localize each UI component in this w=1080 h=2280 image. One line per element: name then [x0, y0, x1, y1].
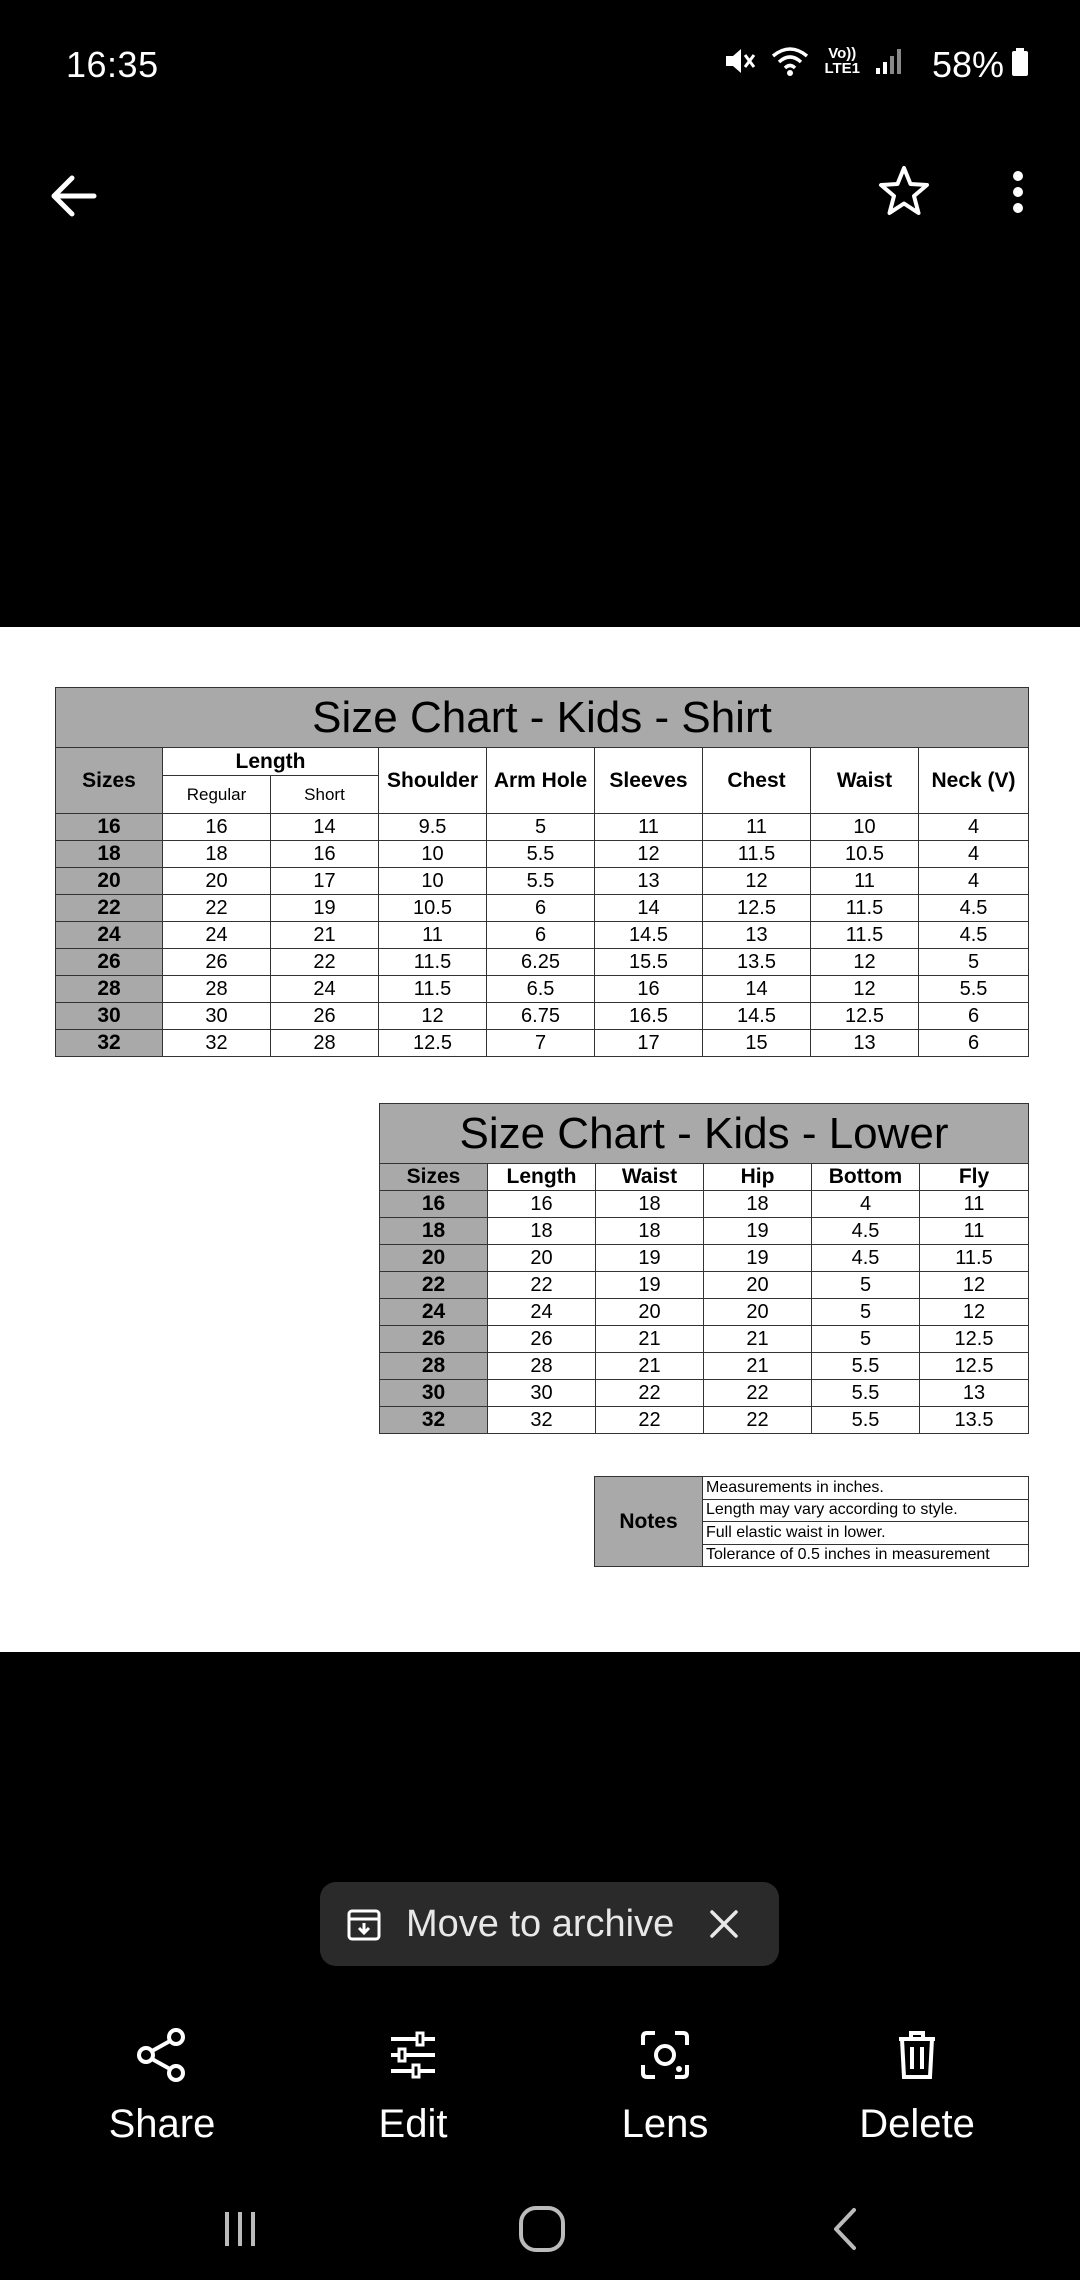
shirt-value-cell: 15.5 — [595, 949, 703, 976]
shirt-value-cell: 11.5 — [379, 949, 487, 976]
shirt-table-row — [56, 868, 1029, 895]
lower-value-cell: 13.5 — [920, 1407, 1029, 1434]
lower-value-cell: 20 — [704, 1272, 812, 1299]
lower-value-cell: 21 — [596, 1326, 704, 1353]
shirt-table-row — [56, 922, 1029, 949]
shirt-value-cell: 18 — [163, 841, 271, 868]
edit-button[interactable] — [313, 2020, 513, 2147]
lower-value-cell: 11 — [920, 1218, 1029, 1245]
lower-size-table — [379, 1103, 1029, 1434]
shirt-value-cell: 13 — [811, 1030, 919, 1057]
lower-size-cell: 30 — [380, 1380, 488, 1407]
shirt-value-cell: 12 — [811, 976, 919, 1003]
lower-value-cell: 18 — [488, 1218, 596, 1245]
photo-viewer-image[interactable] — [0, 627, 1080, 1652]
lower-table-body — [380, 1191, 1029, 1434]
nav-back-button[interactable] — [806, 2194, 886, 2264]
lower-value-cell: 4.5 — [812, 1218, 920, 1245]
home-icon — [516, 2203, 568, 2255]
share-label: Share — [108, 2102, 216, 2146]
shirt-size-cell: 30 — [56, 1003, 163, 1030]
back-arrow-icon — [42, 164, 106, 228]
shirt-value-cell: 17 — [271, 868, 379, 895]
shirt-value-cell: 17 — [595, 1030, 703, 1057]
shirt-value-cell: 4 — [919, 814, 1029, 841]
lower-header-cell: Length — [488, 1164, 596, 1191]
lower-value-cell: 5.5 — [812, 1380, 920, 1407]
shirt-header-chest: Chest — [703, 748, 811, 814]
shirt-value-cell: 10 — [379, 841, 487, 868]
shirt-size-cell: 28 — [56, 976, 163, 1003]
shirt-header-sizes: Sizes — [56, 748, 163, 814]
status-bar — [0, 0, 1080, 130]
lower-value-cell: 26 — [488, 1326, 596, 1353]
lower-value-cell: 5 — [812, 1326, 920, 1353]
signal-icon — [874, 46, 904, 76]
shirt-value-cell: 11 — [703, 814, 811, 841]
shirt-value-cell: 6.25 — [487, 949, 595, 976]
lower-table-row — [380, 1326, 1029, 1353]
lower-value-cell: 19 — [596, 1245, 704, 1272]
back-button[interactable] — [42, 164, 106, 228]
shirt-table-row — [56, 1030, 1029, 1057]
shirt-value-cell: 11.5 — [811, 895, 919, 922]
lower-value-cell: 20 — [704, 1299, 812, 1326]
nav-back-icon — [826, 2204, 866, 2254]
shirt-value-cell: 12 — [811, 949, 919, 976]
shirt-value-cell: 11.5 — [703, 841, 811, 868]
more-vertical-icon — [1000, 160, 1036, 224]
lower-header-cell: Bottom — [812, 1164, 920, 1191]
lower-value-cell: 12.5 — [920, 1326, 1029, 1353]
volte-top: Vo)) — [828, 45, 857, 62]
shirt-value-cell: 11.5 — [379, 976, 487, 1003]
lower-value-cell: 16 — [488, 1191, 596, 1218]
lower-table-row — [380, 1218, 1029, 1245]
note-line: Length may vary according to style. — [703, 1499, 1029, 1522]
shirt-value-cell: 4.5 — [919, 922, 1029, 949]
lower-size-cell: 18 — [380, 1218, 488, 1245]
lower-size-cell: 32 — [380, 1407, 488, 1434]
lower-header-cell: Sizes — [380, 1164, 488, 1191]
shirt-value-cell: 26 — [163, 949, 271, 976]
lower-size-cell: 24 — [380, 1299, 488, 1326]
lower-size-cell: 22 — [380, 1272, 488, 1299]
lower-value-cell: 22 — [488, 1272, 596, 1299]
trash-icon — [817, 2020, 1017, 2090]
shirt-value-cell: 16 — [163, 814, 271, 841]
lower-value-cell: 18 — [596, 1191, 704, 1218]
volte-indicator — [824, 46, 860, 76]
shirt-table-row — [56, 841, 1029, 868]
shirt-value-cell: 28 — [163, 976, 271, 1003]
lower-value-cell: 20 — [596, 1299, 704, 1326]
shirt-table-body — [56, 814, 1029, 1057]
shirt-value-cell: 11 — [595, 814, 703, 841]
shirt-table-row — [56, 1003, 1029, 1030]
shirt-value-cell: 30 — [163, 1003, 271, 1030]
shirt-value-cell: 5 — [487, 814, 595, 841]
wifi-icon — [770, 44, 810, 78]
shirt-value-cell: 21 — [271, 922, 379, 949]
system-nav-bar — [0, 2180, 1080, 2280]
lower-value-cell: 19 — [596, 1272, 704, 1299]
shirt-value-cell: 10.5 — [811, 841, 919, 868]
shirt-value-cell: 28 — [271, 1030, 379, 1057]
lower-value-cell: 20 — [488, 1245, 596, 1272]
note-line: Tolerance of 0.5 inches in measurement — [703, 1544, 1029, 1567]
lower-value-cell: 5 — [812, 1272, 920, 1299]
lower-chart-title: Size Chart - Kids - Lower — [380, 1104, 1029, 1164]
shirt-value-cell: 4.5 — [919, 895, 1029, 922]
shirt-value-cell: 14 — [703, 976, 811, 1003]
lower-size-cell: 20 — [380, 1245, 488, 1272]
lower-value-cell: 12 — [920, 1299, 1029, 1326]
lower-table-row — [380, 1272, 1029, 1299]
lower-value-cell: 11.5 — [920, 1245, 1029, 1272]
lens-icon — [565, 2020, 765, 2090]
note-line: Measurements in inches. — [703, 1477, 1029, 1500]
battery-percent: 58% — [931, 44, 1004, 85]
edit-label: Edit — [378, 2102, 448, 2146]
shirt-value-cell: 12.5 — [811, 1003, 919, 1030]
lower-value-cell: 18 — [596, 1218, 704, 1245]
lower-table-row — [380, 1191, 1029, 1218]
lower-value-cell: 28 — [488, 1353, 596, 1380]
lower-value-cell: 21 — [704, 1353, 812, 1380]
mute-icon — [722, 44, 756, 78]
share-icon — [62, 2020, 262, 2090]
lower-value-cell: 11 — [920, 1191, 1029, 1218]
shirt-table-row — [56, 949, 1029, 976]
shirt-value-cell: 32 — [163, 1030, 271, 1057]
shirt-chart-title: Size Chart - Kids - Shirt — [56, 688, 1029, 748]
shirt-header-waist: Waist — [811, 748, 919, 814]
lower-value-cell: 5.5 — [812, 1407, 920, 1434]
shirt-header-sleeves: Sleeves — [595, 748, 703, 814]
recents-button[interactable] — [200, 2194, 280, 2264]
delete-label: Delete — [859, 2102, 975, 2146]
shirt-value-cell: 5.5 — [487, 841, 595, 868]
notes-table — [594, 1476, 1029, 1567]
shirt-value-cell: 7 — [487, 1030, 595, 1057]
lower-value-cell: 22 — [704, 1380, 812, 1407]
lower-value-cell: 4 — [812, 1191, 920, 1218]
lower-value-cell: 19 — [704, 1245, 812, 1272]
lower-value-cell: 19 — [704, 1218, 812, 1245]
shirt-value-cell: 14 — [271, 814, 379, 841]
lens-label: Lens — [621, 2102, 709, 2146]
shirt-value-cell: 11 — [811, 868, 919, 895]
lower-table-row — [380, 1299, 1029, 1326]
lower-value-cell: 22 — [596, 1407, 704, 1434]
shirt-value-cell: 22 — [271, 949, 379, 976]
shirt-value-cell: 20 — [163, 868, 271, 895]
status-icons — [722, 44, 904, 78]
shirt-value-cell: 4 — [919, 868, 1029, 895]
lower-value-cell: 12 — [920, 1272, 1029, 1299]
shirt-value-cell: 11.5 — [811, 922, 919, 949]
shirt-header-short: Short — [271, 776, 379, 814]
lower-value-cell: 4.5 — [812, 1245, 920, 1272]
lower-value-cell: 21 — [596, 1353, 704, 1380]
lower-value-cell: 5 — [812, 1299, 920, 1326]
shirt-value-cell: 15 — [703, 1030, 811, 1057]
shirt-value-cell: 6 — [487, 922, 595, 949]
lower-value-cell: 22 — [596, 1380, 704, 1407]
volte-bottom: LTE1 — [824, 60, 860, 77]
shirt-size-cell: 26 — [56, 949, 163, 976]
lower-header-cell: Hip — [704, 1164, 812, 1191]
shirt-size-cell: 16 — [56, 814, 163, 841]
shirt-value-cell: 12.5 — [703, 895, 811, 922]
lower-value-cell: 22 — [704, 1407, 812, 1434]
shirt-value-cell: 6 — [487, 895, 595, 922]
lower-value-cell: 5.5 — [812, 1353, 920, 1380]
delete-button[interactable] — [817, 2020, 1017, 2147]
shirt-value-cell: 5.5 — [487, 868, 595, 895]
shirt-value-cell: 6.75 — [487, 1003, 595, 1030]
lower-header-cell: Fly — [920, 1164, 1029, 1191]
battery-status — [932, 44, 1030, 86]
shirt-header-regular: Regular — [163, 776, 271, 814]
shirt-value-cell: 9.5 — [379, 814, 487, 841]
archive-icon — [344, 1904, 384, 1944]
lower-table-row — [380, 1353, 1029, 1380]
lower-table-row — [380, 1407, 1029, 1434]
shirt-value-cell: 6 — [919, 1030, 1029, 1057]
lower-value-cell: 18 — [704, 1191, 812, 1218]
shirt-value-cell: 16 — [271, 841, 379, 868]
snackbar-text: Move to archive — [406, 1902, 675, 1945]
lens-button[interactable] — [565, 2020, 765, 2147]
bottom-action-bar — [0, 2020, 1080, 2170]
star-icon — [872, 160, 936, 224]
lower-header-cell: Waist — [596, 1164, 704, 1191]
shirt-value-cell: 6 — [919, 1003, 1029, 1030]
shirt-value-cell: 16 — [595, 976, 703, 1003]
shirt-value-cell: 14 — [595, 895, 703, 922]
shirt-value-cell: 12 — [379, 1003, 487, 1030]
shirt-value-cell: 6.5 — [487, 976, 595, 1003]
shirt-value-cell: 13.5 — [703, 949, 811, 976]
shirt-value-cell: 5 — [919, 949, 1029, 976]
home-button[interactable] — [502, 2194, 582, 2264]
shirt-value-cell: 16.5 — [595, 1003, 703, 1030]
shirt-header-neck: Neck (V) — [919, 748, 1029, 814]
recents-icon — [215, 2204, 265, 2254]
shirt-size-cell: 22 — [56, 895, 163, 922]
shirt-value-cell: 10.5 — [379, 895, 487, 922]
status-time: 16:35 — [66, 44, 159, 85]
more-options-button[interactable] — [1000, 160, 1036, 224]
shirt-value-cell: 11 — [379, 922, 487, 949]
tune-icon — [313, 2020, 513, 2090]
lower-size-cell: 28 — [380, 1353, 488, 1380]
shirt-value-cell: 19 — [271, 895, 379, 922]
lower-table-row — [380, 1245, 1029, 1272]
lower-value-cell: 12.5 — [920, 1353, 1029, 1380]
shirt-value-cell: 12.5 — [379, 1030, 487, 1057]
shirt-value-cell: 5.5 — [919, 976, 1029, 1003]
shirt-value-cell: 13 — [595, 868, 703, 895]
shirt-value-cell: 24 — [163, 922, 271, 949]
shirt-value-cell: 12 — [703, 868, 811, 895]
lower-value-cell: 32 — [488, 1407, 596, 1434]
shirt-header-length: Length — [163, 748, 379, 776]
lower-value-cell: 24 — [488, 1299, 596, 1326]
shirt-value-cell: 24 — [271, 976, 379, 1003]
shirt-header-shoulder: Shoulder — [379, 748, 487, 814]
lower-size-cell: 16 — [380, 1191, 488, 1218]
shirt-size-cell: 32 — [56, 1030, 163, 1057]
shirt-value-cell: 10 — [811, 814, 919, 841]
battery-icon — [1010, 44, 1030, 86]
shirt-value-cell: 13 — [703, 922, 811, 949]
notes-label: Notes — [595, 1477, 703, 1567]
shirt-value-cell: 22 — [163, 895, 271, 922]
move-to-archive-snackbar[interactable] — [320, 1882, 779, 1966]
lower-value-cell: 21 — [704, 1326, 812, 1353]
shirt-value-cell: 10 — [379, 868, 487, 895]
shirt-size-cell: 24 — [56, 922, 163, 949]
lower-table-row — [380, 1380, 1029, 1407]
lower-header-row — [380, 1164, 1029, 1191]
shirt-value-cell: 14.5 — [595, 922, 703, 949]
share-button[interactable] — [62, 2020, 262, 2147]
lower-size-cell: 26 — [380, 1326, 488, 1353]
shirt-value-cell: 14.5 — [703, 1003, 811, 1030]
shirt-size-cell: 20 — [56, 868, 163, 895]
shirt-value-cell: 4 — [919, 841, 1029, 868]
close-icon[interactable] — [704, 1904, 744, 1944]
note-line: Full elastic waist in lower. — [703, 1522, 1029, 1545]
shirt-header-arm-hole: Arm Hole — [487, 748, 595, 814]
lower-value-cell: 30 — [488, 1380, 596, 1407]
shirt-value-cell: 12 — [595, 841, 703, 868]
shirt-table-row — [56, 814, 1029, 841]
shirt-size-cell: 18 — [56, 841, 163, 868]
shirt-value-cell: 26 — [271, 1003, 379, 1030]
favorite-button[interactable] — [872, 160, 936, 224]
shirt-table-row — [56, 976, 1029, 1003]
lower-value-cell: 13 — [920, 1380, 1029, 1407]
shirt-size-table — [55, 687, 1029, 1057]
shirt-table-row — [56, 895, 1029, 922]
